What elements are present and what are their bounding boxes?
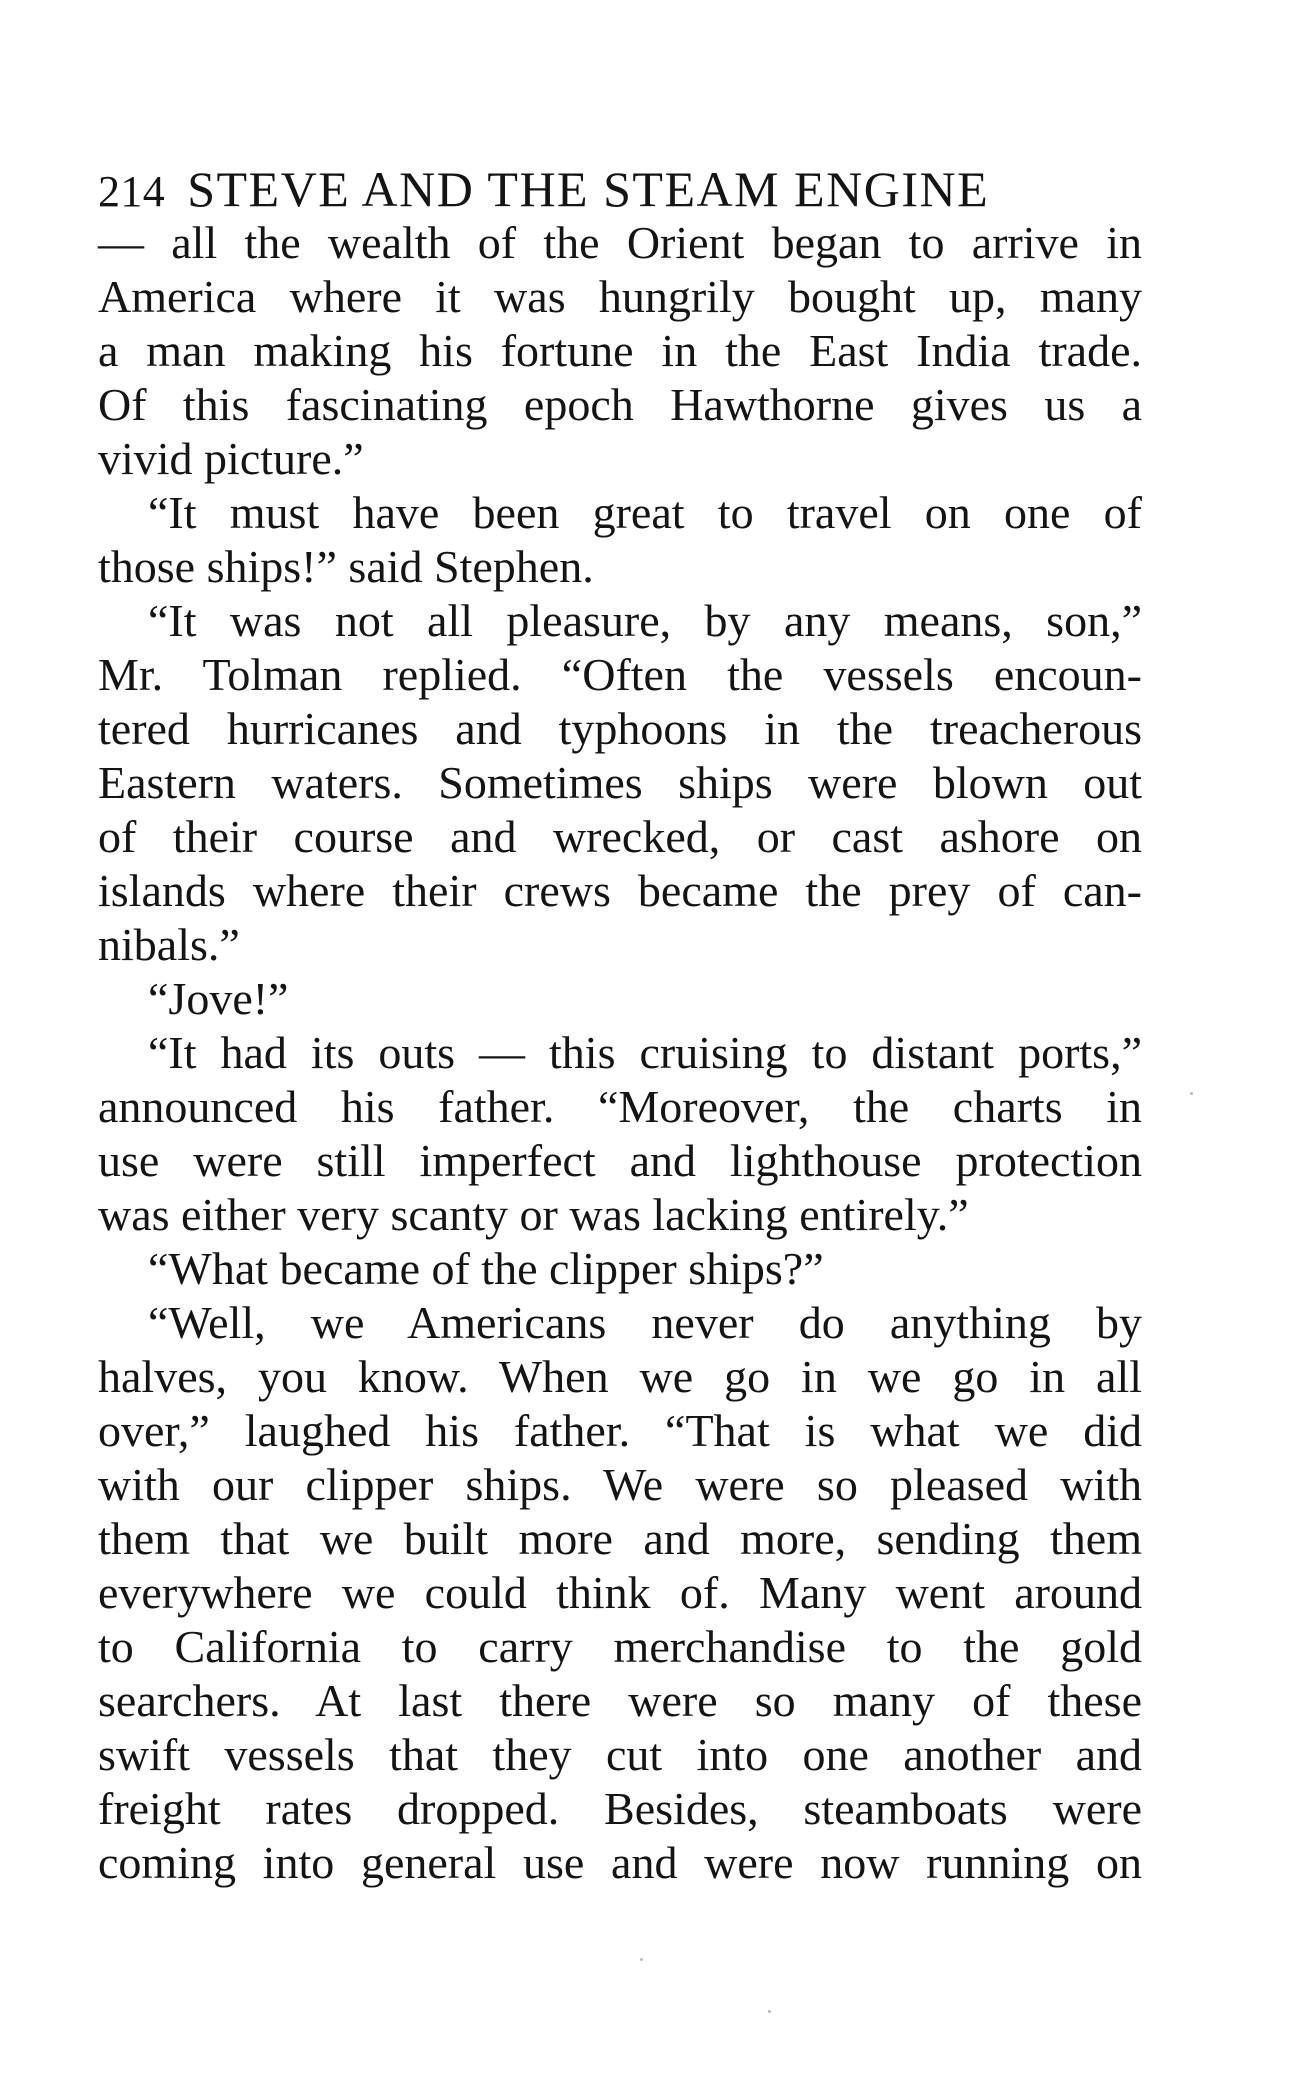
text-line: everywhere we could think of. Many went around: [98, 1567, 1142, 1618]
paper-speck: [640, 1958, 643, 1961]
text-line: them that we built more and more, sending them: [98, 1513, 1142, 1564]
text-line: freight rates dropped. Besides, steamboats were: [98, 1783, 1142, 1834]
text-line: over,” laughed his father. “That is what we did: [98, 1405, 1142, 1456]
text-line: halves, you know. When we go in we go in all: [98, 1351, 1142, 1402]
text-line: America where it was hungrily bought up, many: [98, 271, 1142, 322]
text-line: Of this fascinating epoch Hawthorne gives us a: [98, 379, 1142, 430]
text-line: a man making his fortune in the East India trade.: [98, 325, 1142, 376]
text-line: islands where their crews became the prey of can-: [98, 865, 1142, 916]
running-title: STEVE AND THE STEAM ENGINE: [187, 161, 990, 217]
text-line: those ships!” said Stephen.: [98, 541, 594, 592]
text-line: swift vessels that they cut into one another and: [98, 1729, 1142, 1780]
text-line: coming into general use and were now running on: [98, 1837, 1142, 1888]
paper-speck: [768, 2010, 771, 2013]
paper-speck: [1190, 1092, 1193, 1095]
text-line: searchers. At last there were so many of these: [98, 1675, 1142, 1726]
text-line: “It must have been great to travel on one of: [148, 487, 1142, 538]
text-line: to California to carry merchandise to the gold: [98, 1621, 1142, 1672]
running-head: [98, 162, 1142, 216]
text-line: “Well, we Americans never do anything by: [148, 1297, 1142, 1348]
text-line: “Jove!”: [148, 973, 289, 1024]
text-line: Eastern waters. Sometimes ships were blown out: [98, 757, 1142, 808]
text-line: Mr. Tolman replied. “Often the vessels encoun-: [98, 649, 1142, 700]
text-line: vivid picture.”: [98, 433, 364, 484]
text-line: “It had its outs — this cruising to distant ports,”: [148, 1027, 1142, 1078]
text-line: announced his father. “Moreover, the charts in: [98, 1081, 1142, 1132]
text-line: of their course and wrecked, or cast ashore on: [98, 811, 1142, 862]
text-line: “What became of the clipper ships?”: [148, 1243, 824, 1294]
text-line: “It was not all pleasure, by any means, son,”: [148, 595, 1142, 646]
text-line: with our clipper ships. We were so pleased with: [98, 1459, 1142, 1510]
text-line: use were still imperfect and lighthouse protection: [98, 1135, 1142, 1186]
book-page: [98, 162, 1142, 1890]
text-line: nibals.”: [98, 919, 240, 970]
text-line: tered hurricanes and typhoons in the treacherous: [98, 703, 1142, 754]
text-line: — all the wealth of the Orient began to arrive in: [98, 217, 1142, 268]
text-line: was either very scanty or was lacking entirely.”: [98, 1189, 969, 1240]
page-number: 214: [98, 167, 166, 216]
